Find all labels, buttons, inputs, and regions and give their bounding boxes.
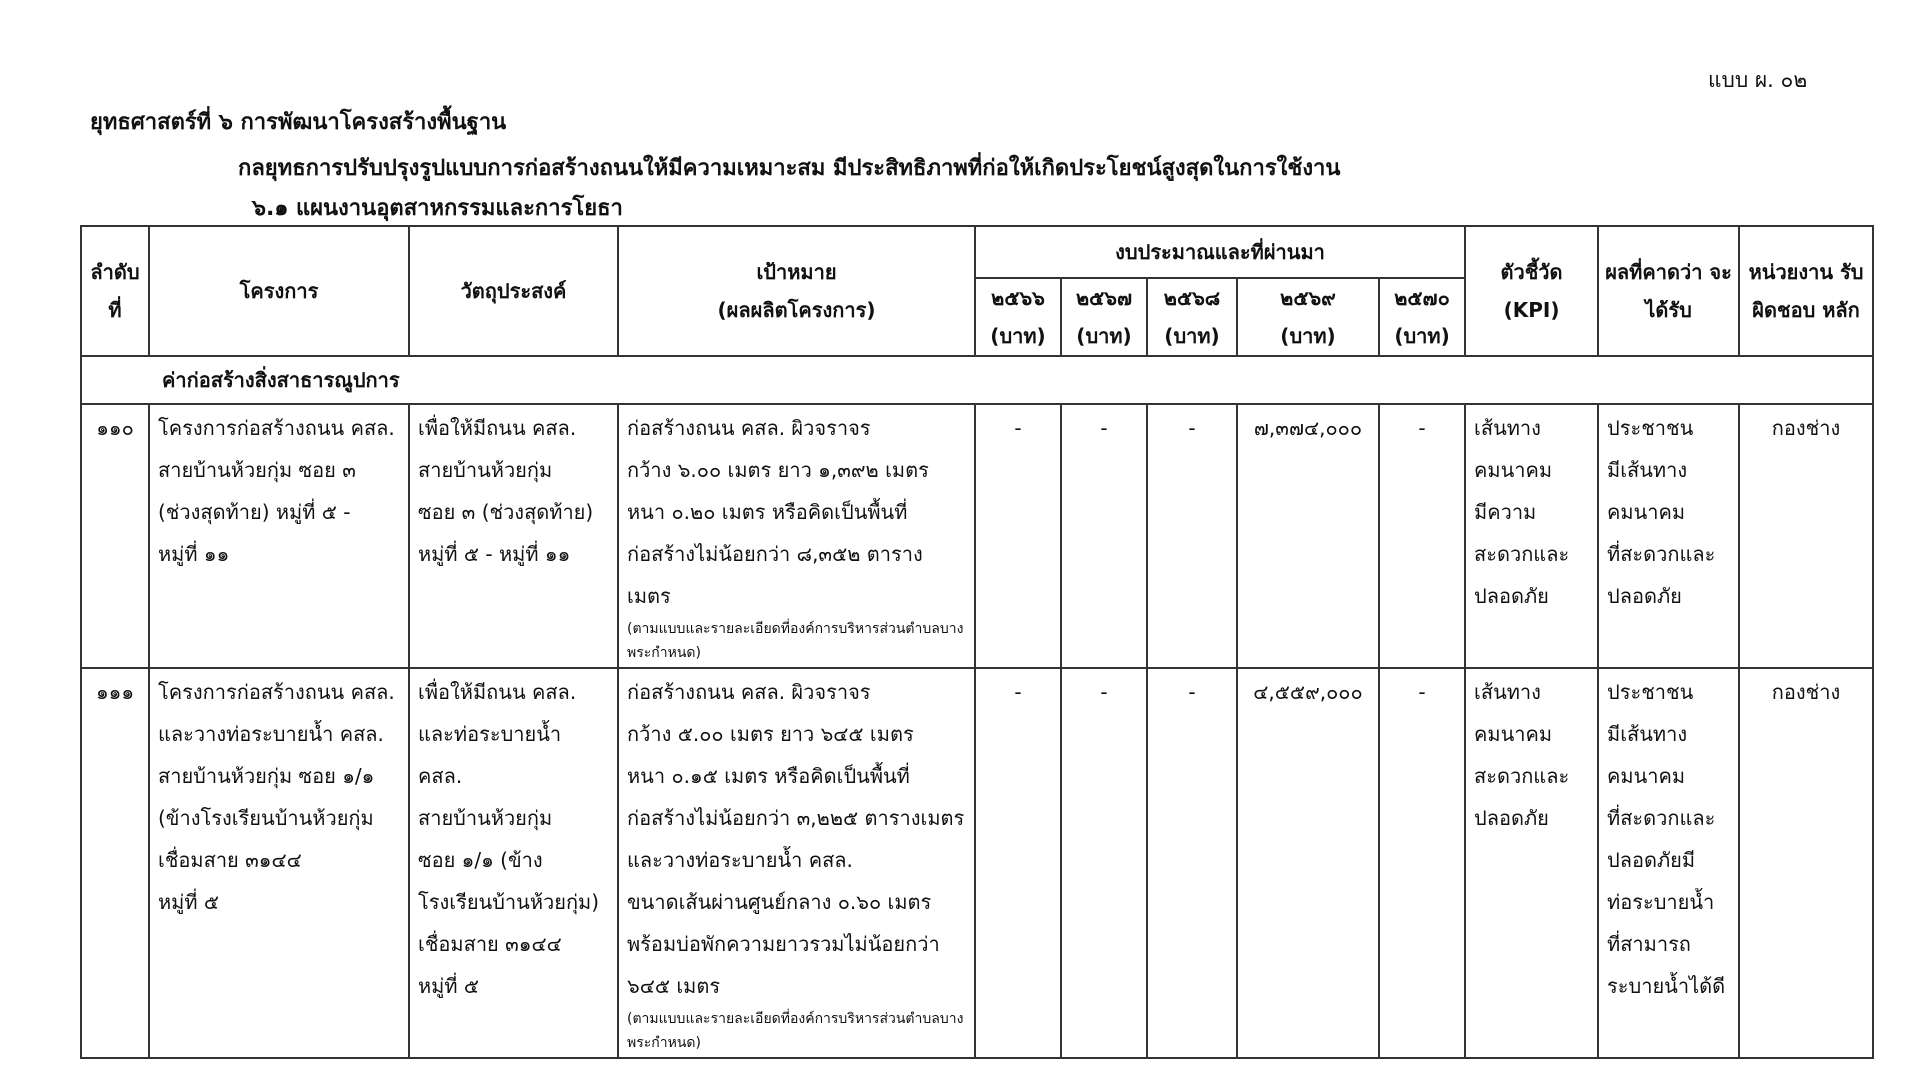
result-line: ท่อระบายน้ำ <box>1607 890 1715 914</box>
result-line: ที่สะดวกและ <box>1607 806 1716 830</box>
kpi-line: เส้นทาง <box>1474 416 1541 440</box>
year-unit: (บาท) <box>1280 324 1336 348</box>
project-line: เชื่อมสาย ๓๑๔๔ <box>158 848 302 872</box>
kpi-line: คมนาคม <box>1474 458 1553 482</box>
result-line: ประชาชน <box>1607 680 1694 704</box>
objective-line: และท่อระบายน้ำ คสล. <box>418 722 562 788</box>
target-line: ก่อสร้างไม่น้อยกว่า ๓,๒๒๕ ตารางเมตร <box>627 806 965 830</box>
target-line: กว้าง ๖.๐๐ เมตร ยาว ๑,๓๙๒ เมตร <box>627 458 929 482</box>
header-year <box>1147 278 1237 356</box>
year-unit: (บาท) <box>990 324 1046 348</box>
owner-cell: กองช่าง <box>1739 404 1873 668</box>
budget-cell: - <box>1379 668 1465 1058</box>
kpi-line: คมนาคม <box>1474 722 1553 746</box>
header-result: ผลที่คาดว่า จะได้รับ <box>1598 226 1739 356</box>
project-line: โครงการก่อสร้างถนน คสล. <box>158 416 395 440</box>
project-line: โครงการก่อสร้างถนน คสล. <box>158 680 395 704</box>
budget-cell: - <box>975 668 1061 1058</box>
budget-cell: - <box>1147 404 1237 668</box>
header-year <box>975 278 1061 356</box>
budget-cell: - <box>1061 404 1147 668</box>
kpi-line: สะดวกและ <box>1474 764 1570 788</box>
target-line: ก่อสร้างไม่น้อยกว่า ๘,๓๕๒ ตารางเมตร <box>627 542 923 608</box>
header-owner: หน่วยงาน รับผิดชอบ หลัก <box>1739 226 1873 356</box>
project-line: และวางท่อระบายน้ำ คสล. <box>158 722 384 746</box>
target-note: (ตามแบบและรายละเอียดที่องค์การบริหารส่วนตำบลบางพระกำหนด) <box>627 1011 964 1051</box>
objective-line: สายบ้านห้วยกุ่ม <box>418 806 553 830</box>
header-objective: วัตถุประสงค์ <box>409 226 618 356</box>
target-cell <box>618 668 975 1058</box>
year-label: ๒๕๖๗ <box>1075 286 1133 310</box>
year-label: ๒๕๗๐ <box>1394 286 1450 310</box>
result-cell <box>1598 668 1739 1058</box>
project-line: หมู่ที่ ๕ <box>158 890 220 914</box>
budget-cell: - <box>1061 668 1147 1058</box>
header-kpi <box>1465 226 1598 356</box>
objective-line: ซอย ๓ (ช่วงสุดท้าย) <box>418 500 594 524</box>
plan-heading: ๖.๑ แผนงานอุตสาหกรรมและการโยธา <box>252 196 623 221</box>
project-line: สายบ้านห้วยกุ่ม ซอย ๓ <box>158 458 356 482</box>
target-line: และวางท่อระบายน้ำ คสล. <box>627 848 853 872</box>
budget-cell: - <box>975 404 1061 668</box>
tactic-heading: กลยุทธการปรับปรุงรูปแบบการก่อสร้างถนนให้มีความเหมาะสม มีประสิทธิภาพที่ก่อให้เกิดประโยชน์สูงสุดในการใช้งาน <box>238 156 1341 181</box>
result-line: ที่สามารถ <box>1607 932 1691 956</box>
header-budget: งบประมาณและที่ผ่านมา <box>975 226 1465 278</box>
row-no: ๑๑๐ <box>81 404 149 668</box>
owner-cell: กองช่าง <box>1739 668 1873 1058</box>
header-year <box>1237 278 1379 356</box>
header-target-label: เป้าหมาย <box>756 260 837 284</box>
objective-cell <box>409 668 618 1058</box>
header-kpi-label: ตัวชี้วัด <box>1500 260 1563 284</box>
result-line: มีเส้นทาง <box>1607 458 1688 482</box>
objective-cell <box>409 404 618 668</box>
budget-cell: - <box>1147 668 1237 1058</box>
result-line: ประชาชน <box>1607 416 1694 440</box>
project-line: (ข้างโรงเรียนบ้านห้วยกุ่ม <box>158 806 374 830</box>
objective-line: เชื่อมสาย ๓๑๔๔ <box>418 932 562 956</box>
result-line: ปลอดภัยมี <box>1607 848 1696 872</box>
year-unit: (บาท) <box>1394 324 1450 348</box>
form-code: แบบ ผ. ๐๒ <box>1708 68 1808 92</box>
objective-line: โรงเรียนบ้านห้วยกุ่ม) <box>418 890 600 914</box>
result-line: ปลอดภัย <box>1607 584 1682 608</box>
result-line: ที่สะดวกและ <box>1607 542 1716 566</box>
project-line: (ช่วงสุดท้าย) หมู่ที่ ๕ - <box>158 500 351 524</box>
budget-cell: ๗,๓๗๔,๐๐๐ <box>1237 404 1379 668</box>
year-unit: (บาท) <box>1164 324 1220 348</box>
target-line: ขนาดเส้นผ่านศูนย์กลาง ๐.๖๐ เมตร <box>627 890 932 914</box>
project-line: หมู่ที่ ๑๑ <box>158 542 230 566</box>
kpi-cell <box>1465 668 1598 1058</box>
objective-line: เพื่อให้มีถนน คสล. <box>418 680 577 704</box>
header-project: โครงการ <box>149 226 409 356</box>
kpi-line: ปลอดภัย <box>1474 584 1549 608</box>
result-line: คมนาคม <box>1607 764 1686 788</box>
kpi-line: มีความ <box>1474 500 1537 524</box>
result-line: ระบายน้ำได้ดี <box>1607 974 1726 998</box>
objective-line: หมู่ที่ ๕ <box>418 974 480 998</box>
objective-line: หมู่ที่ ๕ - หมู่ที่ ๑๑ <box>418 542 571 566</box>
kpi-line: ปลอดภัย <box>1474 806 1549 830</box>
header-no: ลำดับ ที่ <box>81 226 149 356</box>
result-line: คมนาคม <box>1607 500 1686 524</box>
kpi-line: สะดวกและ <box>1474 542 1570 566</box>
target-cell <box>618 404 975 668</box>
year-label: ๒๕๖๘ <box>1163 286 1221 310</box>
kpi-line: เส้นทาง <box>1474 680 1541 704</box>
year-label: ๒๕๖๖ <box>991 286 1045 310</box>
project-table <box>80 225 1874 1059</box>
row-no: ๑๑๑ <box>81 668 149 1058</box>
header-year <box>1379 278 1465 356</box>
header-kpi-sub: (KPI) <box>1503 298 1560 322</box>
target-line: หนา ๐.๒๐ เมตร หรือคิดเป็นพื้นที่ <box>627 500 908 524</box>
header-year <box>1061 278 1147 356</box>
budget-cell: ๔,๕๕๙,๐๐๐ <box>1237 668 1379 1058</box>
year-label: ๒๕๖๙ <box>1280 286 1336 310</box>
project-cell <box>149 668 409 1058</box>
project-line: สายบ้านห้วยกุ่ม ซอย ๑/๑ <box>158 764 375 788</box>
strategy-heading: ยุทธศาสตร์ที่ ๖ การพัฒนาโครงสร้างพื้นฐาน <box>90 110 507 135</box>
table-row <box>81 668 1873 1058</box>
kpi-cell <box>1465 404 1598 668</box>
result-line: มีเส้นทาง <box>1607 722 1688 746</box>
objective-line: ซอย ๑/๑ (ข้าง <box>418 848 543 872</box>
section-row: ค่าก่อสร้างสิ่งสาธารณูปการ <box>81 356 1873 404</box>
header-target <box>618 226 975 356</box>
objective-line: เพื่อให้มีถนน คสล. <box>418 416 577 440</box>
result-cell <box>1598 404 1739 668</box>
table-row <box>81 404 1873 668</box>
target-line: ก่อสร้างถนน คสล. ผิวจราจร <box>627 416 871 440</box>
header-target-sub: (ผลผลิตโครงการ) <box>717 298 876 322</box>
objective-line: สายบ้านห้วยกุ่ม <box>418 458 553 482</box>
budget-cell: - <box>1379 404 1465 668</box>
target-line: ก่อสร้างถนน คสล. ผิวจราจร <box>627 680 871 704</box>
target-line: กว้าง ๕.๐๐ เมตร ยาว ๖๔๕ เมตร <box>627 722 914 746</box>
year-unit: (บาท) <box>1076 324 1132 348</box>
target-line: พร้อมบ่อพักความยาวรวมไม่น้อยกว่า <box>627 932 940 956</box>
target-line: ๖๔๕ เมตร <box>627 974 721 998</box>
target-note: (ตามแบบและรายละเอียดที่องค์การบริหารส่วนตำบลบางพระกำหนด) <box>627 621 964 661</box>
project-cell <box>149 404 409 668</box>
target-line: หนา ๐.๑๕ เมตร หรือคิดเป็นพื้นที่ <box>627 764 910 788</box>
